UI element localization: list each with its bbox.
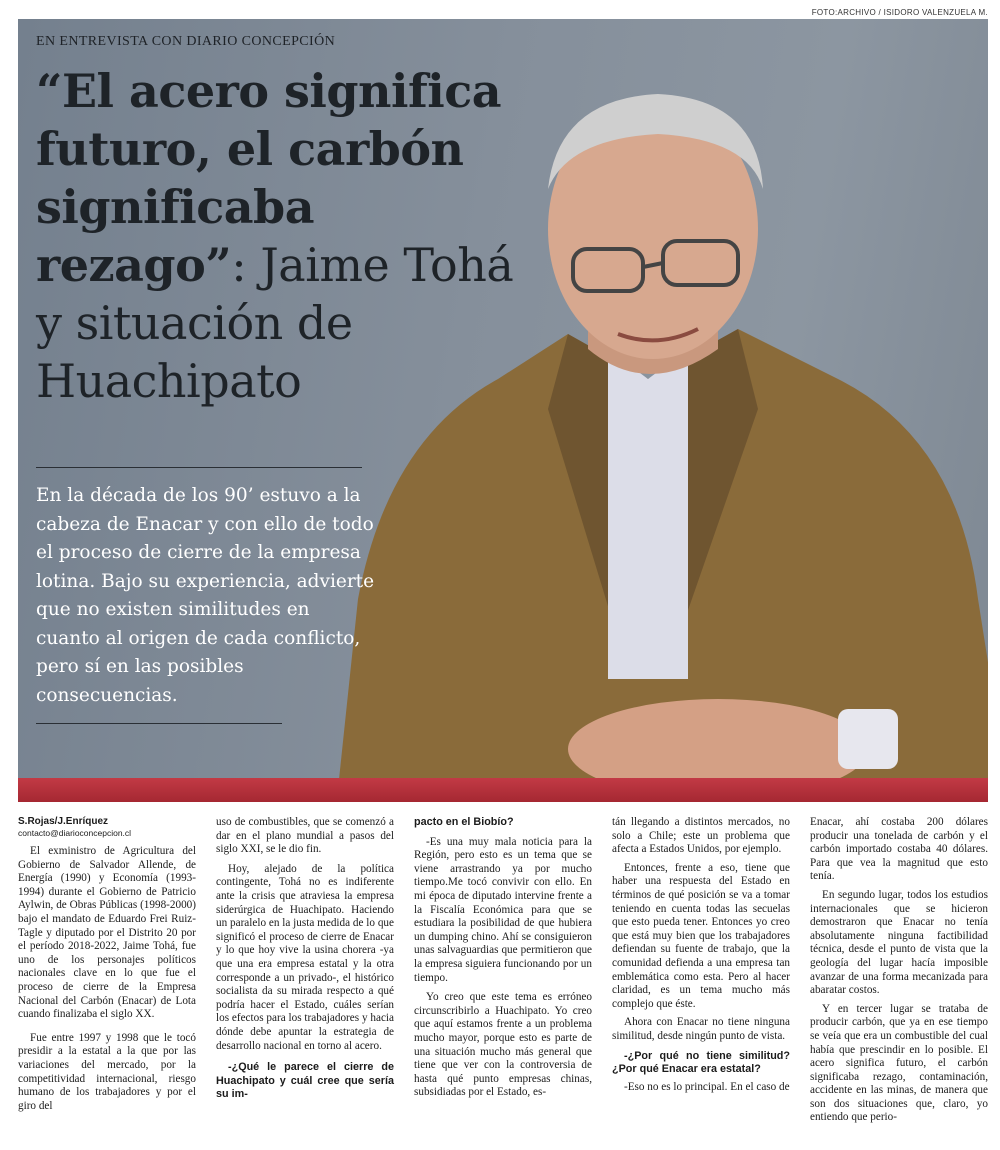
paragraph: Yo creo que este tema es erróneo circunscribirlo a Huachipato. Yo creo que aquí estamos frente a un problema mucho mayor, porque esto es parte de una situación mucho más general que tiene que ver con la controversia de hasta qué punto empresas chinas, subsidiadas por el Estado, es- <box>414 991 592 1099</box>
paragraph: El exministro de Agricultura del Gobierno de Salvador Allende, de Energía (1990) y Economía (1993-1994) durante el Gobierno de Patricio Aylwin, de Obras Públicas (1998-2000) bajo el mandato de Eduardo Frei Ruiz-Tagle y diputado por el Distrito 20 por el período 2018-2022, Jaime Tohá, fue uno de los personajes políticos nacionales clave en lo que fue el proceso de cierre de la Empresa Nacional del Carbón (Enacar) de Lota cuando finalizaba el siglo XX. <box>18 845 196 1021</box>
column-1 <box>18 816 196 1113</box>
paragraph: Fue entre 1997 y 1998 que le tocó presidir a la estatal a la que por las variaciones del mercado, por la competitividad internacional, riesgo humano de los trabajadores y por el giro del <box>18 1031 196 1112</box>
paragraph: -Es una muy mala noticia para la Región, pero esto es un tema que se viene arrastrando ya por mucho tiempo.Me tocó convivir con ello. En mi época de diputado intervine frente a la Fiscalía Económica para que se estudiara la posibilidad de que hubiera un dumping chino. Ahí se consiguieron unas salvaguardias que permitieron que la empresa siguiera funcionando por un tiempo. <box>414 835 592 984</box>
paragraph: Y en tercer lugar se trataba de producir carbón, que ya en ese tiempo se veía que era un combustible del cual había que prescindir en lo posible. El acero significa futuro, el carbón significaba rezago, contaminación, accidente en las minas, de manera que son dos situaciones que, claro, yo entiendo que perio- <box>810 1002 988 1124</box>
paragraph: -Eso no es lo principal. En el caso de <box>624 1080 790 1093</box>
column-4 <box>612 816 790 1094</box>
headline-line-4-bold: rezago” <box>36 238 232 292</box>
column-3 <box>414 816 592 1100</box>
table-edge <box>18 778 988 802</box>
byline-email: contacto@diarioconcepcion.cl <box>18 828 132 838</box>
paragraph: tán llegando a distintos mercados, no solo a Chile; este un problema que afecta a Estados Unidos, por ejemplo. <box>612 816 790 856</box>
interview-question: pacto en el Biobío? <box>414 816 514 828</box>
dek-divider <box>36 723 282 724</box>
paragraph: En segundo lugar, todos los estudios internacionales que se hicieron demostraron que Enacar no tenía absolutamente ninguna factibilidad técnica, desde el punto de vista que la geología del lugar hacía imposible avanzar de una forma mecanizada para abaratar costos. <box>810 888 988 997</box>
dek-rest: Bajo su experiencia, advierte que no existen similitudes en cuanto al origen de cada conflicto, pero sí en las posibles consecuencias. <box>36 570 375 706</box>
paragraph: uso de combustibles, que se comenzó a dar en el plano mundial a pasos del siglo XXI, se le dio fin. <box>216 816 394 856</box>
paragraph: Ahora con Enacar no tiene ninguna similitud, desde ningún punto de vista. <box>612 1016 790 1042</box>
photo-credit: FOTO:ARCHIVO / ISIDORO VALENZUELA M. <box>811 8 988 17</box>
paragraph: Entonces, frente a eso, tiene que haber una respuesta del Estado en términos de qué posición se va a tomar teniendo en cuenta todas las secuelas que esto pueda tener. Entonces yo creo que está muy bien que los trabajadores defiendan su fuente de trabajo, que la comunidad defienda a una empresa tan emblemática como esta. Pero al hacer claridad, es un tema mucho más complejo que éste. <box>612 861 790 1010</box>
interview-question: -¿Por qué no tiene similitud? ¿Por qué Enacar era estatal? <box>612 1049 790 1076</box>
headline-line-6: Huachipato <box>36 354 302 408</box>
kicker: EN ENTREVISTA CON DIARIO CONCEPCIÓN <box>36 34 336 49</box>
headline-line-2: futuro, el carbón <box>36 122 464 176</box>
column-2 <box>216 816 394 1102</box>
headline-line-5: y situación de <box>36 296 353 350</box>
byline-authors: S.Rojas/J.Enríquez <box>18 816 109 827</box>
article-body <box>18 816 990 1146</box>
interview-question: -¿Qué le parece el cierre de Huachipato y cuál cree que sería su im- <box>216 1061 394 1101</box>
headline-line-4-light: : Jaime Tohá <box>231 238 514 292</box>
dek-lead: En la década de los 90’ estuvo a la cabeza de Enacar y con ello de todo el proceso de cierre de la empresa lotina. <box>36 485 374 592</box>
headline-line-1: “El acero significa <box>36 64 502 118</box>
dek <box>36 482 376 710</box>
headline-line-3: significaba <box>36 180 315 234</box>
paragraph: Enacar, ahí costaba 200 dólares producir una tonelada de carbón y el carbón importado costaba 40 dólares. Para que vea la magnitud que esto tenía. <box>810 816 988 883</box>
paragraph: Hoy, alejado de la política contingente, Tohá no es indiferente ante la crisis que atraviesa la empresa siderúrgica de Huachipato. Haciendo un paralelo en la justa medida de lo que significó el proceso de cierre de Enacar y lo que hoy vive la usina chorera -ya que una era empresa estatal y la otra corresponde a un privado-, el histórico socialista da su mirada respecto a qué podría hacer el Estado, cuáles serían los efectos para los trabajadores y hacia dónde debe apuntar la estrategia de desarrollo nacional en torno al acero. <box>216 862 394 1052</box>
column-5 <box>810 816 988 1125</box>
headline <box>36 62 556 410</box>
headline-divider <box>36 467 362 468</box>
